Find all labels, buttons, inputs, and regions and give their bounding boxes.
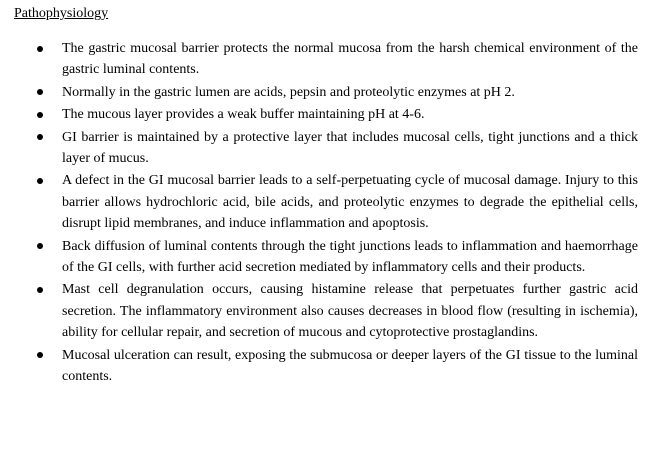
list-item — [0, 279, 662, 343]
list-item-text: Mast cell degranulation occurs, causing histamine release that perpetuates further gastric acid secretion. The inflammatory environment also causes decreases in blood flow (resulting in ischemia), ability for cellular repair, and secretion of mucous and cytoprotective prostaglandins. — [62, 282, 638, 341]
section-heading: Pathophysiology — [14, 6, 109, 21]
list-item — [0, 104, 662, 125]
list-item-text: Back diffusion of luminal contents through the tight junctions leads to inflammation and haemorrhage of the GI cells, with further acid secretion mediated by inflammatory cells and their products. — [62, 238, 638, 276]
bullet-list — [0, 38, 662, 389]
list-item-text: The mucous layer provides a weak buffer maintaining pH at 4-6. — [62, 107, 425, 123]
bullet-icon — [37, 352, 43, 358]
bullet-icon — [37, 287, 43, 293]
bullet-icon — [37, 89, 43, 95]
list-item — [0, 170, 662, 234]
bullet-icon — [37, 112, 43, 118]
list-item — [0, 82, 662, 103]
list-item-text: The gastric mucosal barrier protects the normal mucosa from the harsh chemical environment of the gastric luminal contents. — [62, 41, 638, 78]
list-item-text: GI barrier is maintained by a protective layer that includes mucosal cells, tight junctions and a thick layer of mucus. — [62, 129, 638, 167]
list-item — [0, 38, 662, 81]
bullet-icon — [37, 178, 43, 184]
bullet-icon — [37, 46, 43, 52]
list-item-text: Normally in the gastric lumen are acids, pepsin and proteolytic enzymes at pH 2. — [62, 84, 515, 100]
list-item-text: A defect in the GI mucosal barrier leads to a self-perpetuating cycle of mucosal damage. Injury to this barrier allows hydrochloric acid, bile acids, and proteolytic enzymes to degrade the epithelial cells, disrupt lipid membranes, and induce inflammation and apoptosis. — [62, 173, 638, 232]
bullet-icon — [37, 243, 43, 249]
list-item — [0, 127, 662, 170]
bullet-icon — [37, 134, 43, 140]
list-item-text: Mucosal ulceration can result, exposing the submucosa or deeper layers of the GI tissue to the luminal contents. — [62, 347, 638, 385]
list-item — [0, 236, 662, 279]
list-item — [0, 345, 662, 388]
